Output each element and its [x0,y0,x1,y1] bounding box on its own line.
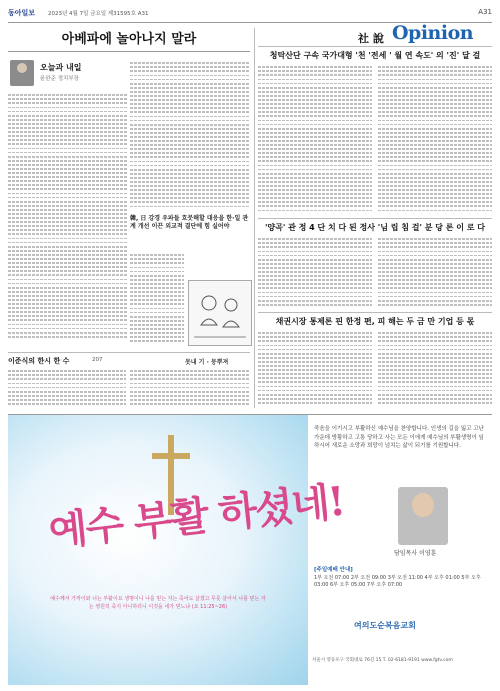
column-byline: 윤완준 정치부장 [40,76,79,82]
editorial-body-1b [378,64,492,214]
ad-message: 죽음을 이기시고 부활하신 예수님을 찬양합니다. 인생의 길을 잃고 고난 가운데 방황하고 고통 당하고 사는 모든 이에게 예수님의 부활생명이 임하시어 새로운 소망과 희망이 넘치는 삶이 되기를 기원합니다. [314,426,484,449]
poem-divider [8,352,250,353]
column-headline: 아베파에 놀아나지 말라 [8,28,250,52]
issue-date: 2023년 4월 7일 금요일 제31595호 A31 [48,11,149,17]
church-address: 서울시 영등포구 국회대로 76길 15 T. 02-6181-9191 www.fgtv.com [312,658,453,663]
ad-slogan: 예수 부활 하셨네! [46,477,346,556]
poem-body-right [130,368,250,408]
column-body-3 [130,252,184,344]
column-divider [254,28,255,408]
church-logo-text: 여의도순복음교회 [354,621,416,630]
poem-column-title: 이준식의 한시 한 수 [8,357,70,365]
editorial-headline-3: 채권시장 통제론 핀 한정 편, 피 해는 두 금 만 기업 등 몫 [275,317,475,326]
poem-number: 207 [92,357,103,363]
editorial-body-1a [258,64,372,214]
column-series: 오늘과 내일 [40,63,82,72]
editorial-rule-2 [258,218,492,219]
editorial-body-2b [378,236,492,308]
editorial-rule-3 [258,312,492,313]
masthead [8,6,492,23]
column-body-2 [130,60,250,210]
service-schedule: 1부 오전 07:00 2부 오전 09:00 3부 오전 11:00 4부 오후 01:00 5부 오후 03:00 6부 오후 05:00 7부 오후 07:00 [314,575,481,588]
editorial-headline-1: 청탁산단 구속 국가대형 '천 '전세 ' 월 연 속도' 의 '진' 달 걸 [269,51,481,60]
pastor-photo [398,487,448,545]
poem-series: 못내 기 · 뭉뿌져 [185,359,229,366]
column-body-1 [8,92,128,342]
section-title: Opinion [392,22,474,44]
editorial-headline-2: '양곡' 관 정 4 단 치 다 된 정사 '님 립 침 걸' 분 당 론 이 로 다 [264,223,486,232]
cartoon-illustration [188,280,252,346]
editorial-top-rule [258,46,492,47]
editorial-body-3a [258,330,372,408]
editorial-body-3b [378,330,492,408]
ad-info-panel [308,415,492,685]
page-number: A31 [478,8,492,16]
author-photo [10,60,34,86]
pull-quote: 韓, 日 강경 우파들 흐뭇해할 대응을 한·일 관계 개선 이끈 외교적 결단에 힘 실어야 [130,215,249,230]
pastor-name: 담임목사 이영훈 [394,550,437,557]
poem-body-left [8,368,126,408]
ad-bible-verse: 예수께서 가까이와 너는 부활이요 생명이니 나를 믿는 자는 죽어도 살겠고 무릇 살아서 나를 믿는 자는 영원히 죽지 아니하리니 이것을 네가 믿느냐 (요 11:25~26) [50,596,266,610]
easter-advertisement [8,414,492,685]
editorial-body-2a [258,236,372,308]
newspaper-logo: 동아일보 [8,9,36,17]
service-schedule-heading: [주일예배 안내] [314,567,353,573]
editorial-label: 社 說 [358,32,384,45]
